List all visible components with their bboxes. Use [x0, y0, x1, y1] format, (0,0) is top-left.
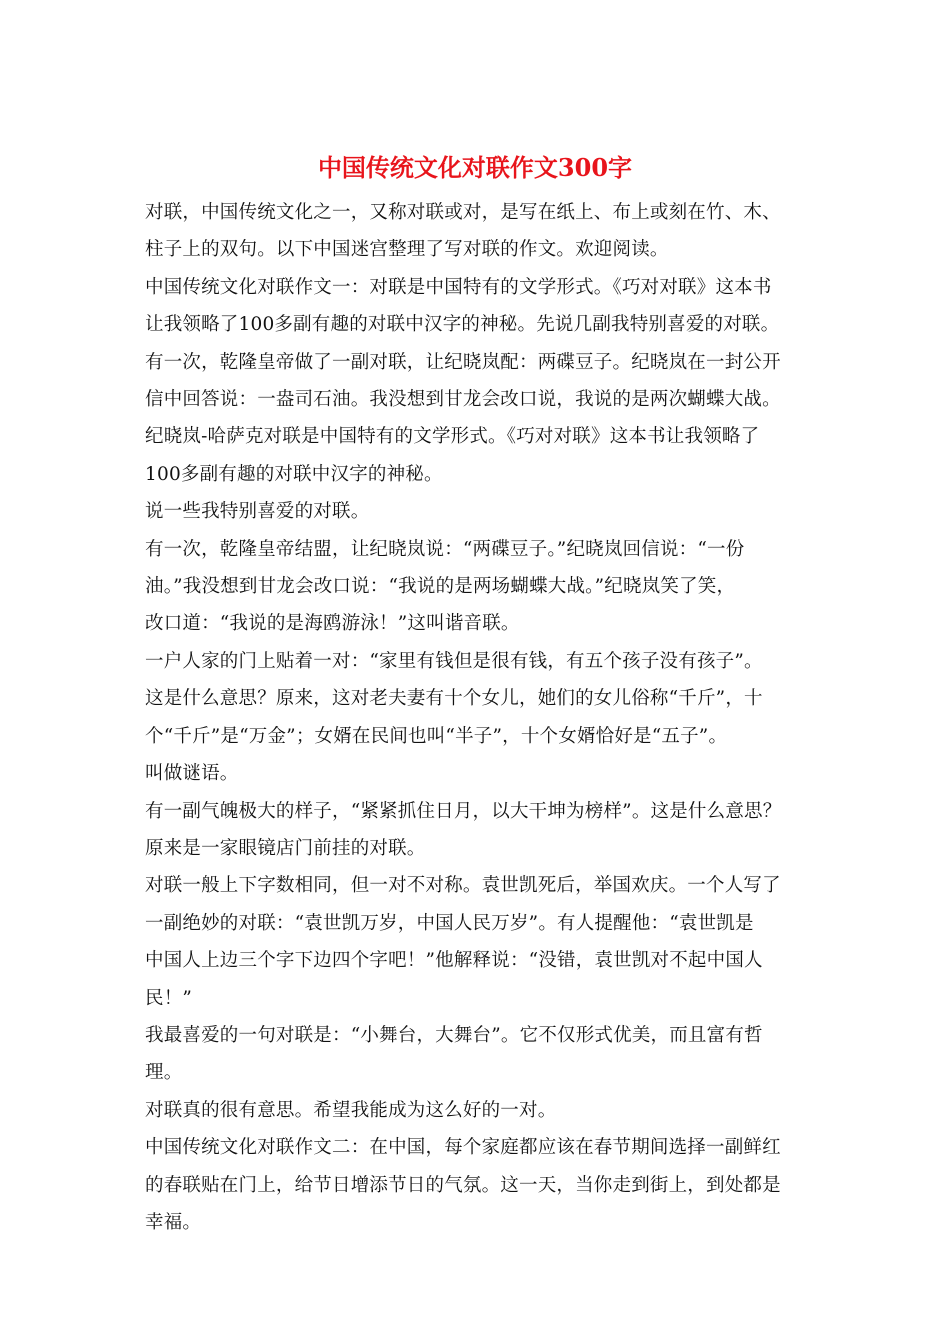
text-line: 柱子上的双句。以下中国迷宫整理了写对联的作文。欢迎阅读。: [145, 239, 669, 261]
text-line: 纪晓岚-哈萨克对联是中国特有的文学形式。《巧对对联》这本书让我领略了: [145, 426, 760, 448]
text-line: 原来是一家眼镜店门前挂的对联。: [145, 837, 426, 859]
text-line: 幸福。: [145, 1211, 202, 1233]
text-line: 对联一般上下字数相同，但一对不对称。袁世凯死后，举国欢庆。一个人写了: [145, 875, 781, 897]
text-line: 有一副气魄极大的样子，“紧紧抓住日月，以大干坤为榜样”。这是什么意思？: [145, 800, 782, 822]
text-line: 改口道：“我说的是海鸥游泳！”这叫谐音联。: [145, 613, 520, 635]
text-line: 中国人上边三个字下边四个字吧！”他解释说：“没错，袁世凯对不起中国人: [145, 950, 763, 972]
text-line: 有一次，乾隆皇帝结盟，让纪晓岚说：“两碟豆子。”纪晓岚回信说：“一份: [145, 538, 745, 560]
text-line: 油。”我没想到甘龙会改口说：“我说的是两场蝴蝶大战。”纪晓岚笑了笑，: [145, 576, 736, 598]
text-line: 我最喜爱的一句对联是：“小舞台，大舞台”。它不仅形式优美，而且富有哲: [145, 1024, 763, 1046]
text-line: 信中回答说：一盎司石油。我没想到甘龙会改口说，我说的是两次蝴蝶大战。: [145, 389, 781, 411]
text-line: 让我领略了100多副有趣的对联中汉字的神秘。先说几副我特别喜爱的对联。: [145, 314, 780, 336]
text-line: 说一些我特别喜爱的对联。: [145, 501, 370, 523]
text-line: 中国传统文化对联作文一：对联是中国特有的文学形式。《巧对对联》这本书: [145, 276, 772, 298]
text-line: 叫做谜语。: [145, 763, 239, 785]
document-title: 中国传统文化对联作文300字: [317, 153, 633, 182]
text-line: 一副绝妙的对联：“袁世凯万岁，中国人民万岁”。有人提醒他：“袁世凯是: [145, 912, 754, 934]
text-line: 理。: [145, 1062, 183, 1084]
document-body: [145, 194, 815, 1241]
text-line: 一户人家的门上贴着一对：“家里有钱但是很有钱，有五个孩子没有孩子”。: [145, 650, 763, 672]
text-line: 民！”: [145, 987, 193, 1009]
text-line: 个“千斤”是“万金”；女婿在民间也叫“半子”，十个女婿恰好是“五子”。: [145, 725, 728, 747]
text-line: 对联，中国传统文化之一，又称对联或对，是写在纸上、布上或刻在竹、木、: [145, 202, 781, 223]
text-line: 100多副有趣的对联中汉字的神秘。: [145, 463, 443, 485]
text-line: 有一次，乾隆皇帝做了一副对联，让纪晓岚配：两碟豆子。纪晓岚在一封公开: [145, 351, 781, 373]
text-line: 对联真的很有意思。希望我能成为这么好的一对。: [145, 1099, 557, 1121]
text-line: 这是什么意思？原来，这对老夫妻有十个女儿，她们的女儿俗称“千斤”，十: [145, 688, 763, 710]
text-line: 的春联贴在门上，给节日增添节日的气氛。这一天，当你走到街上，到处都是: [145, 1174, 781, 1196]
text-line: 中国传统文化对联作文二：在中国，每个家庭都应该在春节期间选择一副鲜红: [145, 1137, 781, 1159]
